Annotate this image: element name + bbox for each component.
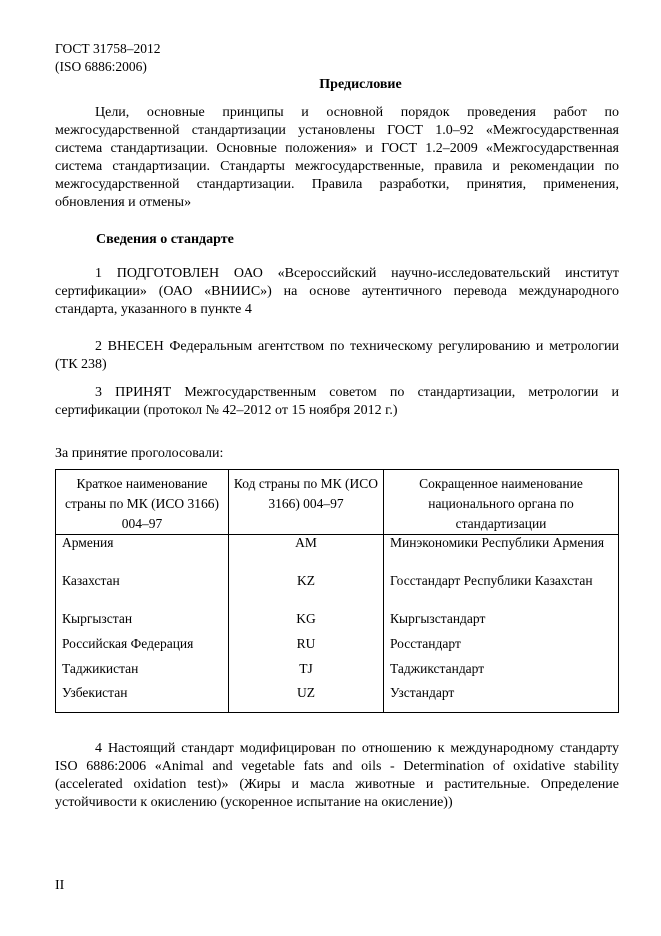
cell-country: Армения xyxy=(56,535,229,574)
iso-designation: (ISO 6886:2006) xyxy=(55,59,147,74)
cell-code: TJ xyxy=(229,661,384,685)
item-adopted: 3 ПРИНЯТ Межгосударственным советом по стандартизации, метрологии и сертификации (протокол № 42–2012 от 15 ноября 2012 г.) xyxy=(55,385,619,418)
item-introduced: 2 ВНЕСЕН Федеральным агентством по техническому регулированию и метрологии (ТК 238) xyxy=(55,339,619,372)
table-row xyxy=(56,685,619,713)
cell-body: Минэкономики Республики Армения xyxy=(384,535,619,574)
table-row xyxy=(56,636,619,661)
table-row xyxy=(56,611,619,636)
page-title: Предисловие xyxy=(319,77,402,92)
cell-code: RU xyxy=(229,636,384,661)
cell-country: Российская Федерация xyxy=(56,636,229,661)
cell-country: Казахстан xyxy=(56,573,229,611)
table-row xyxy=(56,661,619,685)
cell-code: KG xyxy=(229,611,384,636)
standard-designation: ГОСТ 31758–2012 xyxy=(55,41,161,56)
cell-code: UZ xyxy=(229,685,384,713)
cell-body: Госстандарт Республики Казахстан xyxy=(384,573,619,611)
item-prepared: 1 ПОДГОТОВЛЕН ОАО «Всероссийский научно-исследовательский институт сертификации» (ОАО «ВНИИС») на основе аутентичного перевода международного стандарта, указанного в пункте 4 xyxy=(55,266,619,317)
cell-code: AM xyxy=(229,535,384,574)
voting-table xyxy=(55,469,619,713)
document-header xyxy=(55,40,161,76)
vote-label: За принятие проголосовали: xyxy=(55,446,224,461)
cell-country: Таджикистан xyxy=(56,661,229,685)
header-code: Код страны по МК (ИСО 3166) 004–97 xyxy=(229,470,384,535)
cell-body: Узстандарт xyxy=(384,685,619,713)
table-row xyxy=(56,535,619,574)
header-body: Сокращенное наименование национального органа по стандартизации xyxy=(384,470,619,535)
header-country: Краткое наименование страны по МК (ИСО 3166) 004–97 xyxy=(56,470,229,535)
cell-country: Узбекистан xyxy=(56,685,229,713)
section-subtitle: Сведения о стандарте xyxy=(96,232,234,247)
item-modified: 4 Настоящий стандарт модифицирован по отношению к международному стандарту ISO 6886:2006 «Animal and vegetable fats and oils - Determination of oxidative stability (accelerated oxidation test)» (Жиры и масла животные и растительные. Определение устойчивости к окислению (ускоренное испытание на окисление)) xyxy=(55,741,619,810)
cell-code: KZ xyxy=(229,573,384,611)
cell-body: Кыргызстандарт xyxy=(384,611,619,636)
table-row xyxy=(56,573,619,611)
intro-paragraph: Цели, основные принципы и основной порядок проведения работ по межгосударственной стандартизации установлены ГОСТ 1.0–92 «Межгосударственная система стандартизации. Основные положения» и ГОСТ 1.2–2009 «Межгосударственная система стандартизации. Стандарты межгосударственные, правила и рекомендации по межгосударственной стандартизации. Правила разработки, принятия, применения, обновления и отмены» xyxy=(55,105,619,210)
cell-body: Таджикстандарт xyxy=(384,661,619,685)
cell-body: Росстандарт xyxy=(384,636,619,661)
cell-country: Кыргызстан xyxy=(56,611,229,636)
page-number: II xyxy=(55,878,65,893)
table-header-row xyxy=(56,470,619,535)
